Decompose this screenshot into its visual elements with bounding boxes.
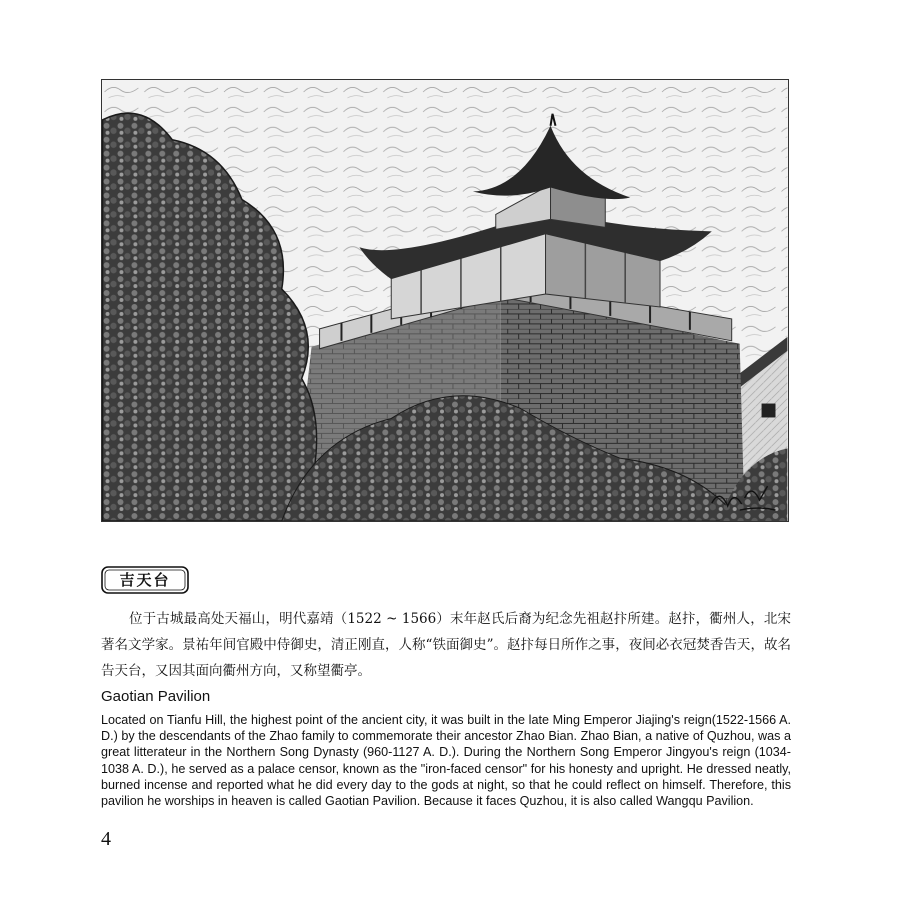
english-description: Located on Tianfu Hill, the highest point of the ancient city, it was built in the late Ming Emperor Jiajing's reign(1522-1566 A. D.) by the descendants of the Zhao family to commemorate their ancestor Zhao Bian. Zhao Bian, a native of Quzhou, was a great litterateur in the Northern Song Dynasty (960-1127 A. D.). During the Northern Song Emperor Jingyou's reign (1034-1038 A. D.), he served as a palace censor, known as the "iron-faced censor" for his honesty and upright. He dressed neatly, burned incense and reported what he did every day to the gods at night, so that he could reflect on himself. Therefore, this pavilion he worships in heaven is called Gaotian Pavilion. Because it faces Quzhou, it is also called Wangqu Pavilion.	[101, 713, 791, 809]
section-title-badge	[101, 566, 189, 594]
pavilion-illustration	[101, 79, 789, 522]
chinese-description: 位于古城最高处天福山，明代嘉靖（1522 ~ 1566）末年赵氏后裔为纪念先祖赵抃所建。赵抃，衢州人，北宋著名文学家。景祐年间官殿中侍御史，清正刚直，人称“铁面御史”。赵抃每日所作之事，夜间必衣冠焚香告天，故名告天台，又因其面向衢州方向，又称望衢亭。	[101, 611, 791, 679]
section-title-text: 吉天台	[119, 571, 171, 589]
pavilion-drawing	[102, 80, 788, 521]
page-number: 4	[101, 828, 111, 850]
english-heading: Gaotian Pavilion	[101, 688, 211, 705]
